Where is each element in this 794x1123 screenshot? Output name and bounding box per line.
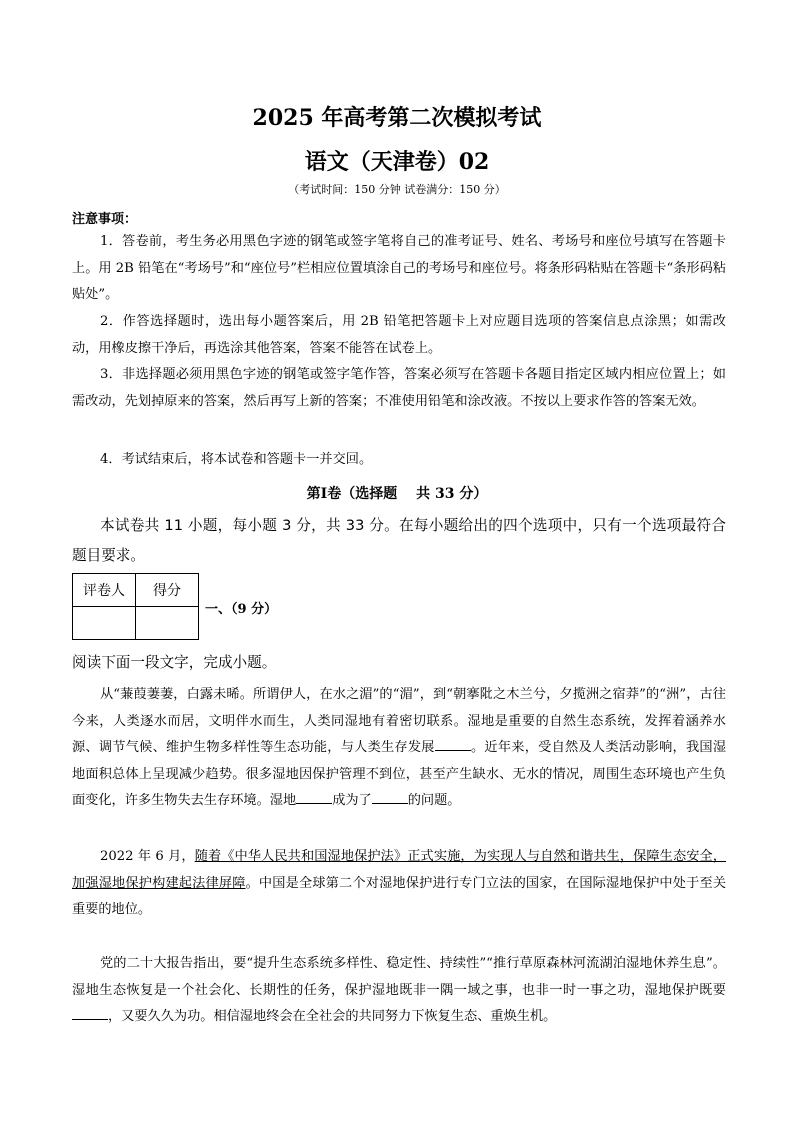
answer-blank <box>435 738 471 751</box>
passage-paragraph-2 <box>72 844 726 924</box>
passage-text: 2022 年 6 月， <box>100 849 195 864</box>
underlined-sentence: 随着《中华人民共和国湿地保护法》正式实施，为实现人与自然和谐共生，保障生态安全，加强湿地保护构建起法律屏障 <box>72 849 727 891</box>
passage-text: ，又要久久为功。相信湿地终会在全社会的共同努力下恢复生态、重焕生机。 <box>108 1009 557 1025</box>
answer-blank <box>72 1007 108 1020</box>
score-header: 得分 <box>136 574 199 607</box>
passage-text: 。近年来，受自然及人类活动影响，我国湿地面积总体上呈现减少趋势。很多湿地因保护管理不到位，甚至产生缺水、无水的情况，周围生态环境也产生负面变化，许多生物失去生存环境。湿地 <box>72 740 727 809</box>
passage-paragraph-3 <box>72 951 726 1031</box>
passage-text: 党的二十大报告指出，要“提升生态系统多样性、稳定性、持续性”“推行草原森林河流湖泊湿地休养生息”。湿地生态恢复是一个社会化、长期性的任务，保护湿地既非一隅一域之事，也非一时一事之功，湿地保护既要 <box>72 956 726 998</box>
passage-text: 。中国是全球第二个对湿地保护进行专门立法的国家，在国际湿地保护中处于至关重要的地位。 <box>72 875 727 918</box>
grader-header: 评卷人 <box>73 574 136 607</box>
answer-blank <box>372 791 408 804</box>
notice-item: 4．考试结束后，将本试卷和答题卡一并交回。 <box>100 452 373 467</box>
score-cell <box>136 607 199 640</box>
notice-item: 3．非选择题必须用黑色字迹的钢笔或签字笔作答，答案必须写在答题卡各题目指定区域内相应位置上；如需改动，先划掉原来的答案，然后再写上新的答案；不准使用铅笔和涂改液。不按以上要求作答的答案无效。 <box>72 367 726 409</box>
passage-paragraph-1 <box>72 682 726 815</box>
section-heading: 第Ⅰ卷（选择题 共 33 分） <box>306 486 488 502</box>
passage-text: 从“蒹葭萋萋，白露未晞。所谓伊人，在水之湄”的“湄”，到“朝搴阰之木兰兮，夕揽洲之宿莽”的“洲”，古往今来，人类逐水而居，文明伴水而生，人类同湿地有着密切联系。湿地是重要的自然生态系统，发挥着涵养水源、调节气候、维护生物多样性等生态功能，与人类生存发展 <box>72 687 726 756</box>
score-table <box>72 573 199 640</box>
answer-blank <box>296 791 332 804</box>
notice-item: 2．作答选择题时，选出每小题答案后，用 2B 铅笔把答题卡上对应题目选项的答案信息点涂黑；如需改动，用橡皮擦干净后，再选涂其他答案，答案不能答在试卷上。 <box>72 314 726 356</box>
passage-text: 的问题。 <box>407 793 461 809</box>
reading-instruction: 阅读下面一段文字，完成小题。 <box>72 654 277 671</box>
section-intro: 本试卷共 11 小题，每小题 3 分，共 33 分。在每小题给出的四个选项中，只有一个选项最符合题目要求。 <box>72 517 726 564</box>
question-heading: 一、（9 分） <box>205 602 278 617</box>
notice-heading: 注意事项： <box>72 212 138 227</box>
notice-item: 1．答卷前，考生务必用黑色字迹的钢笔或签字笔将自己的准考证号、姓名、考场号和座位号填写在答题卡上。用 2B 铅笔在“考场号”和“座位号”栏相应位置填涂自己的考场号和座位号。将条形码粘贴在答题卡“条形码粘贴处”。 <box>72 234 726 302</box>
exam-subject-title: 语文（天津卷）02 <box>304 149 490 175</box>
grader-cell <box>73 607 136 640</box>
exam-title: 2025 年高考第二次模拟考试 <box>252 105 542 131</box>
exam-info: （考试时间：150 分钟 试卷满分：150 分） <box>288 183 506 196</box>
passage-text: 成为了 <box>332 793 372 809</box>
